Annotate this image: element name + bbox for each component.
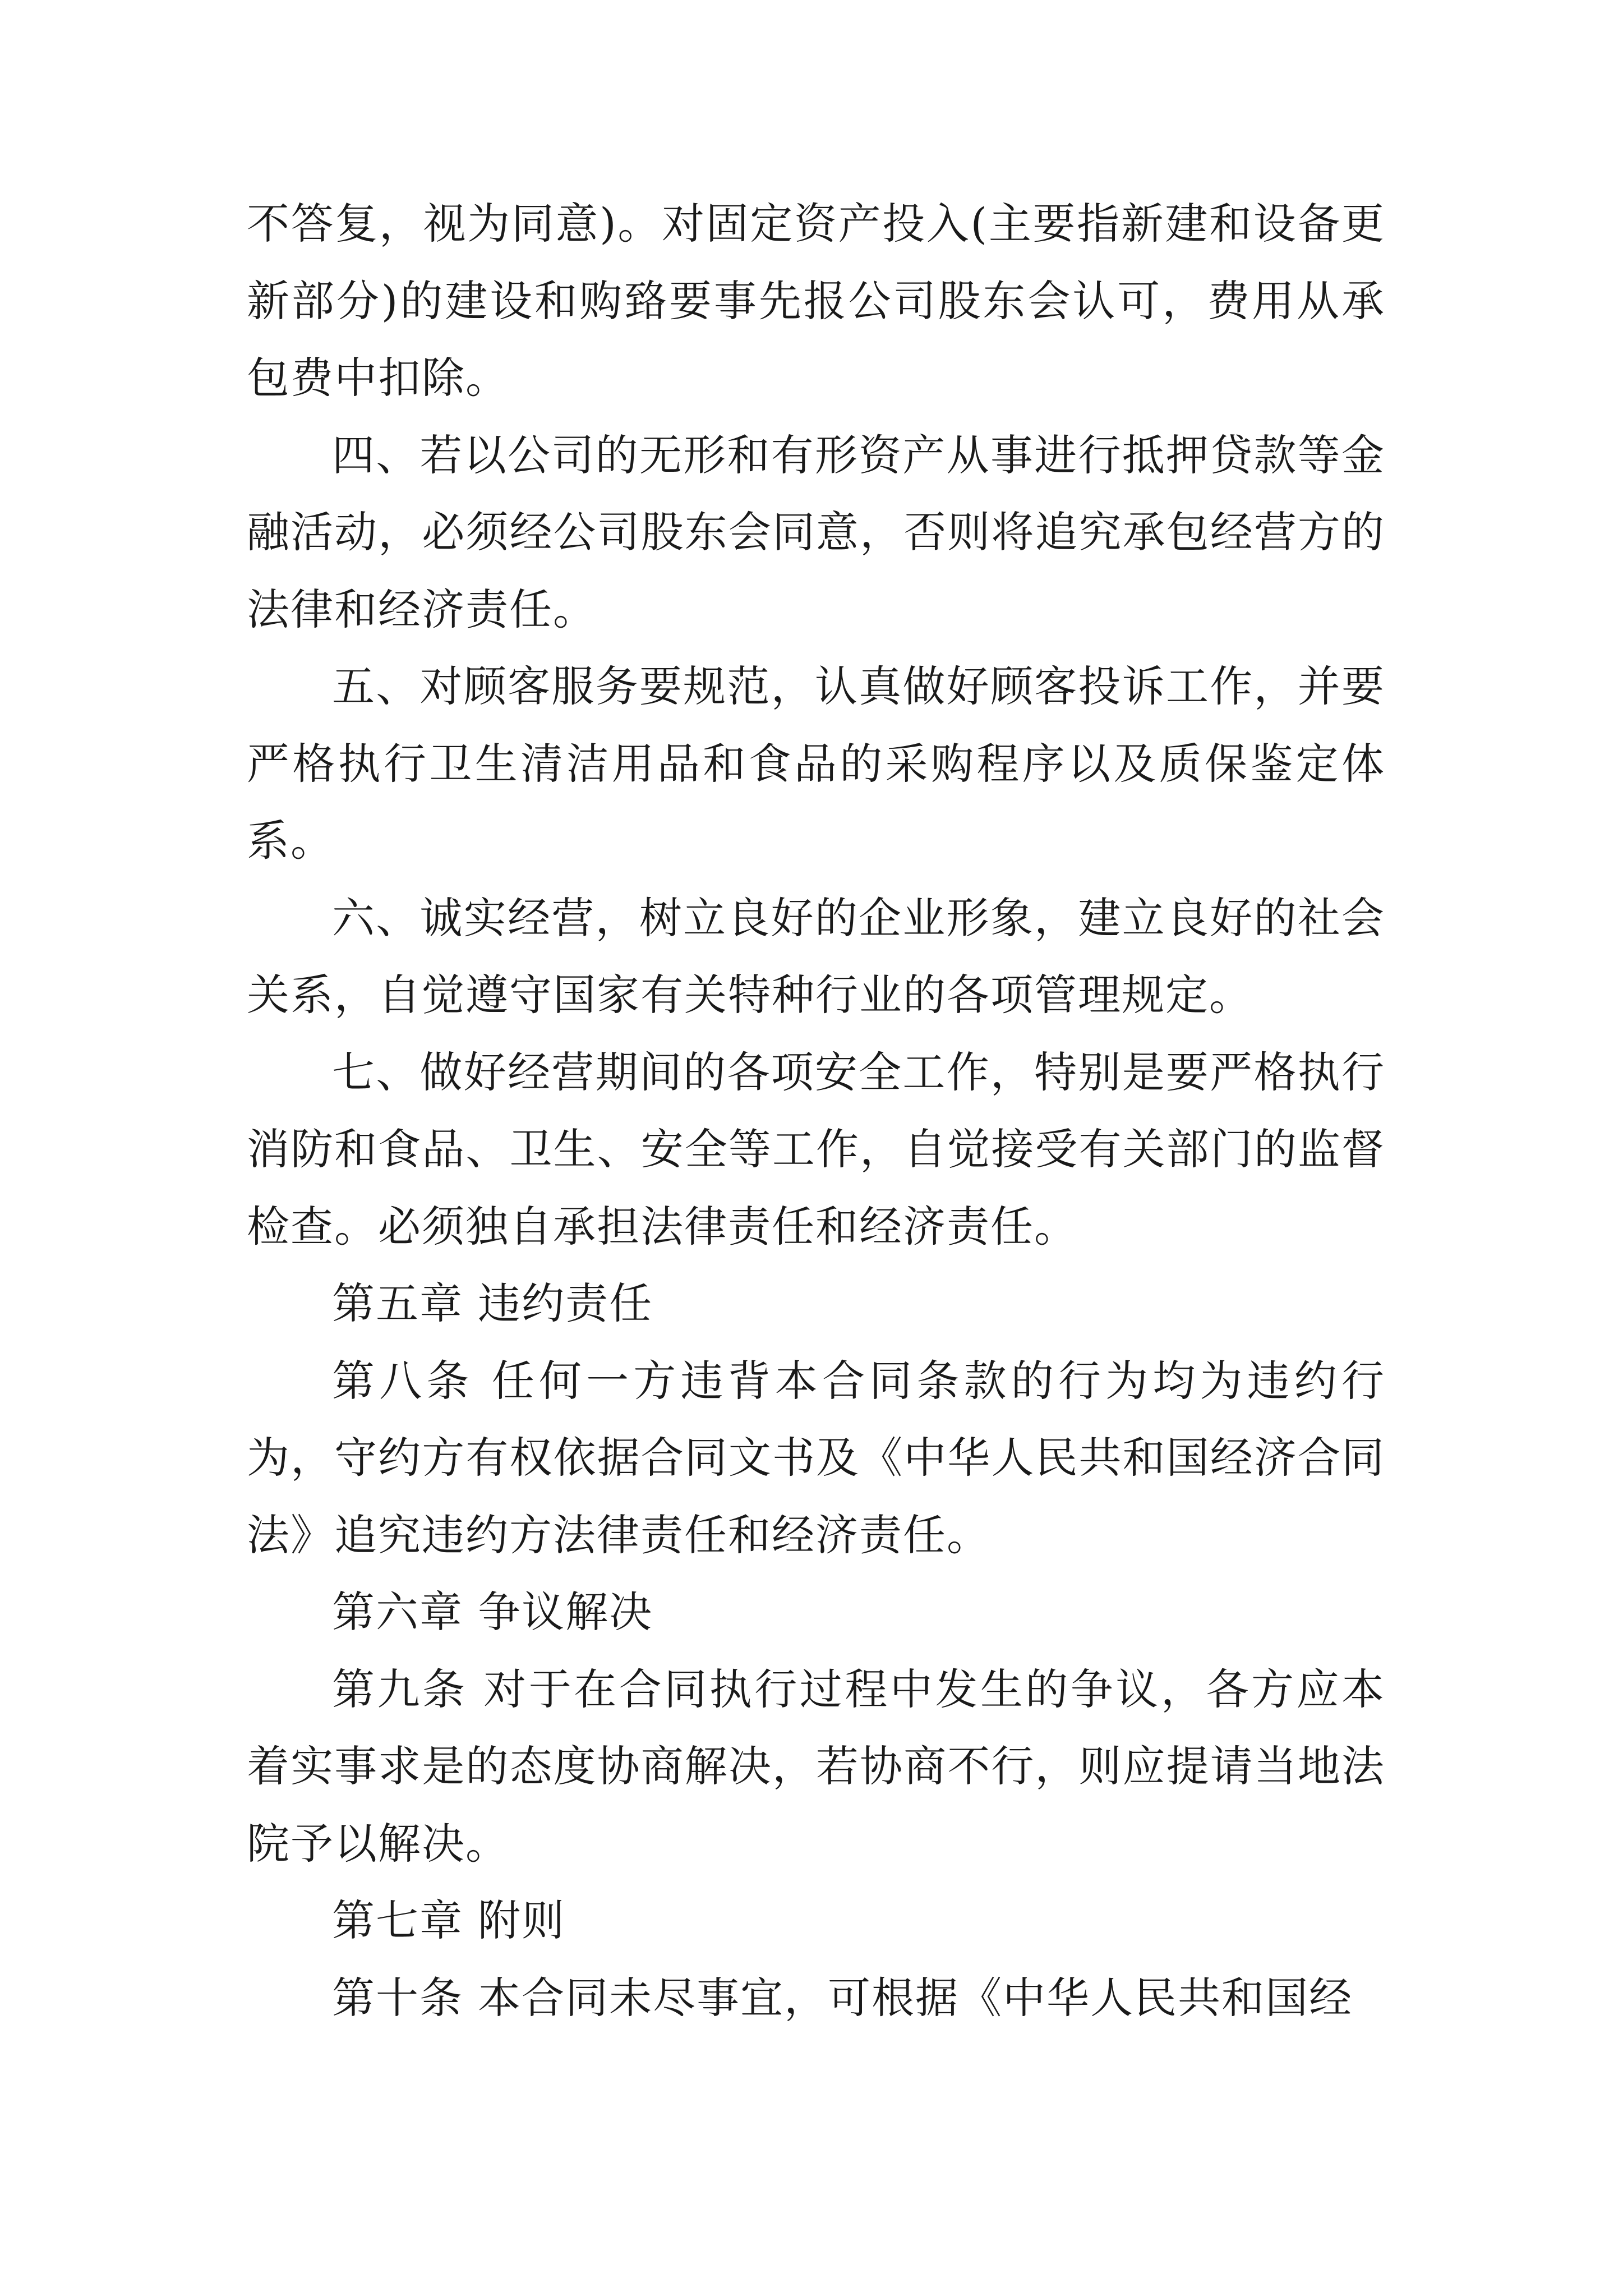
paragraph-item-4: 四、若以公司的无形和有形资产从事进行抵押贷款等金融活动，必须经公司股东会同意，否则将追究承包经营方的法律和经济责任。 xyxy=(247,430,1385,634)
chapter-heading-6: 第六章 争议解决 xyxy=(332,1587,653,1637)
chapter-heading-7: 第七章 附则 xyxy=(332,1895,566,1945)
paragraph-item-6: 六、诚实经营，树立良好的企业形象，建立良好的社会关系，自觉遵守国家有关特种行业的各项管理规定。 xyxy=(247,892,1385,1020)
chapter-heading-5: 第五章 违约责任 xyxy=(332,1278,653,1328)
paragraph-item-5: 五、对顾客服务要规范，认真做好顾客投诉工作，并要严格执行卫生清洁用品和食品的采购程序以及质保鉴定体系。 xyxy=(247,661,1385,866)
paragraph-article-10: 第十条 本合同未尽事宜，可根据《中华人民共和国经 xyxy=(332,1972,1353,2023)
paragraph-article-9: 第九条 对于在合同执行过程中发生的争议，各方应本着实事求是的态度协商解决，若协商不行，则应提请当地法院予以解决。 xyxy=(247,1664,1385,1869)
paragraph-article-8: 第八条 任何一方违背本合同条款的行为均为违约行为，守约方有权依据合同文书及《中华人民共和国经济合同法》追究违约方法律责任和经济责任。 xyxy=(247,1355,1385,1560)
document-body xyxy=(247,185,1385,2036)
paragraph-item-7: 七、做好经营期间的各项安全工作，特别是要严格执行消防和食品、卫生、安全等工作，自觉接受有关部门的监督检查。必须独自承担法律责任和经济责任。 xyxy=(247,1047,1385,1251)
paragraph-continued: 不答复，视为同意)。对固定资产投入(主要指新建和设备更新部分)的建设和购臵要事先报公司股东会认可，费用从承包费中扣除。 xyxy=(247,199,1385,403)
